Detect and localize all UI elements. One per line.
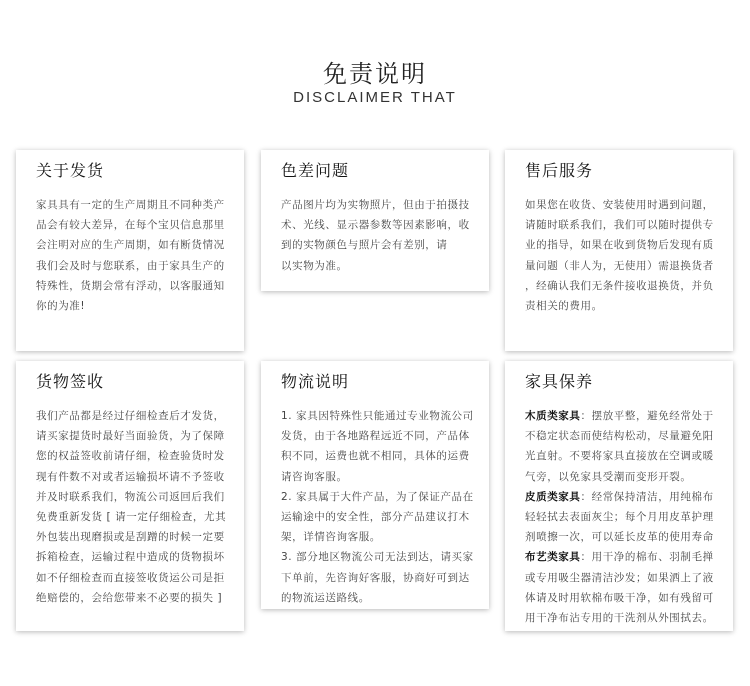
- card-heading: 家具保养: [525, 372, 594, 391]
- card-line: 你的为准!: [36, 300, 86, 313]
- fabric-label: 布艺类家具: [525, 551, 581, 564]
- card-line: 品会有较大差异，在每个宝贝信息那里: [36, 219, 225, 232]
- card-line: 以实物为准。: [281, 259, 348, 272]
- card-body: [281, 406, 479, 608]
- card-line: 产品图片均为实物照片，但由于拍摄技: [281, 199, 470, 211]
- card-line: 术、光线、显示器参数等因素影响，收: [281, 219, 470, 232]
- card-after-sales: [505, 150, 733, 351]
- card-body: [281, 195, 479, 276]
- card-heading: 货物签收: [36, 372, 105, 391]
- page-title: 免责说明: [323, 60, 427, 88]
- card-shipping: [16, 150, 244, 351]
- card-logistics: [261, 361, 489, 609]
- card-line: 轻轻拭去表面灰尘；每个月用皮革护理: [525, 511, 714, 524]
- card-line: 或专用吸尘器清洁沙发；如果洒上了液: [525, 571, 714, 584]
- card-heading: 色差问题: [281, 161, 350, 180]
- card-line: 绝赔偿的，会给您带来不必要的损失 ]: [36, 591, 223, 604]
- card-line: 体请及时用软棉布吸干净，如有残留可: [525, 591, 714, 604]
- card-color-difference: [261, 150, 489, 291]
- card-line: [525, 487, 723, 507]
- card-maintenance: [505, 361, 733, 631]
- card-line: 免费重新发货 [ 请一定仔细检查，尤其: [36, 511, 227, 524]
- card-receipt: [16, 361, 244, 631]
- wood-first: ：摆放平整，避免经常处于: [580, 410, 714, 422]
- card-line: 到的实物颜色与照片会有差别，请: [281, 239, 448, 252]
- card-line: ，经确认我们无条件接收退换货，并负: [525, 279, 714, 292]
- card-line: 外包装出现磨损或是刮蹭的时候一定要: [36, 531, 225, 544]
- card-line: 不稳定状态而使结构松动，尽量避免阳: [525, 430, 714, 443]
- card-line: [525, 547, 723, 567]
- card-line: 您的权益签收前请仔细，检查验货时发: [36, 450, 225, 463]
- card-line: 光直射。不要将家具直接放在空调或暖: [525, 450, 714, 463]
- wood-label: 木质类家具: [525, 410, 581, 422]
- card-line: 会注明对应的生产周期，如有断货情况: [36, 239, 225, 252]
- card-line: 如不仔细检查而直接签收货运公司是拒: [36, 571, 225, 584]
- page-subtitle: DISCLAIMER THAT: [293, 89, 457, 106]
- card-line: 气旁，以免家具受潮而变形开裂。: [525, 470, 692, 483]
- card-line: [525, 406, 723, 426]
- card-line: 的物流运送路线。: [281, 591, 370, 604]
- card-line: 1. 家具因特殊性只能通过专业物流公司: [281, 410, 474, 422]
- card-line: 发货，由于各地路程远近不同，产品体: [281, 430, 470, 443]
- card-line: 我们产品都是经过仔细检查后才发货，: [36, 410, 225, 422]
- card-line: 下单前，先咨询好客服，协商好可到达: [281, 571, 470, 584]
- card-line: 请买家提货时最好当面验货，为了保障: [36, 430, 225, 443]
- card-line: 剂喷擦一次，可以延长皮革的使用寿命: [525, 531, 714, 544]
- card-line: 2. 家具属于大件产品，为了保证产品在: [281, 490, 474, 503]
- card-line: 拆箱检查，运输过程中造成的货物损坏: [36, 551, 225, 564]
- card-heading: 物流说明: [281, 372, 350, 391]
- card-heading: 关于发货: [36, 161, 105, 180]
- leather-first: ：经常保持清洁，用纯棉布: [580, 490, 714, 503]
- card-body: [36, 195, 234, 316]
- card-line: 架，详情咨询客服。: [281, 531, 381, 544]
- leather-label: 皮质类家具: [525, 490, 581, 503]
- card-line: 积不同，运费也就不相同，具体的运费: [281, 450, 470, 463]
- fabric-first: ：用干净的棉布、羽制毛掸: [580, 551, 714, 564]
- card-heading: 售后服务: [525, 161, 594, 180]
- card-line: 3. 部分地区物流公司无法到达，请买家: [281, 551, 474, 564]
- card-line: 特殊性，货期会常有浮动，以客服通知: [36, 279, 225, 292]
- card-body: [525, 195, 723, 316]
- card-line: 运输途中的安全性，部分产品建议打木: [281, 511, 470, 524]
- card-line: 请随时联系我们，我们可以随时提供专: [525, 219, 714, 232]
- card-body: [525, 406, 723, 628]
- card-line: 业的指导，如果在收到货物后发现有质: [525, 239, 714, 252]
- card-body: [36, 406, 234, 608]
- card-line: 现有件数不对或者运输损坏请不予签收: [36, 470, 225, 483]
- card-line: 并及时联系我们，物流公司返回后我们: [36, 490, 225, 503]
- card-line: 责相关的费用。: [525, 300, 603, 313]
- card-line: 家具具有一定的生产周期且不同种类产: [36, 199, 225, 211]
- card-line: 量问题（非人为，无使用）需退换货者: [525, 259, 714, 272]
- card-line: 如果您在收货、安装使用时遇到问题，: [525, 199, 714, 211]
- card-line: 用干净布沾专用的干洗剂从外围拭去。: [525, 612, 714, 625]
- card-line: 请咨询客服。: [281, 470, 348, 483]
- card-line: 我们会及时与您联系，由于家具生产的: [36, 259, 225, 272]
